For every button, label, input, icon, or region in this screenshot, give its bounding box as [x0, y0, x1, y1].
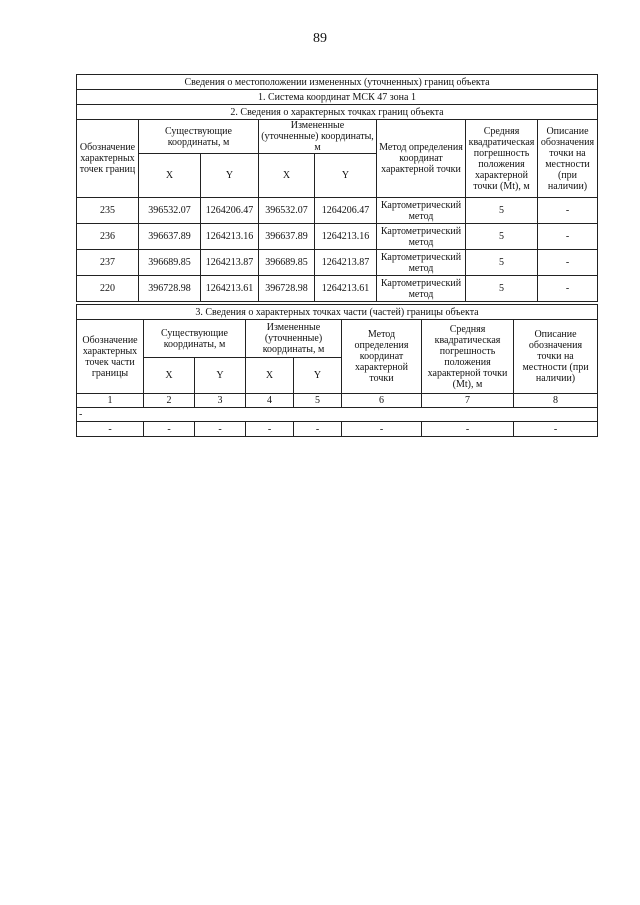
cell-point: 235 [77, 198, 139, 224]
part-boundary-points-table [76, 304, 598, 437]
header-existing-y: Y [201, 154, 259, 198]
cell-existing-x: 396689.85 [139, 250, 201, 276]
cell-accuracy: 5 [466, 198, 538, 224]
column-number: 5 [294, 394, 342, 408]
cell-empty: - [422, 422, 514, 437]
column-number: 7 [422, 394, 514, 408]
cell-method: Картометрический метод [377, 224, 466, 250]
header-accuracy: Средняя квадратическая погрешность положения характерной точки (Mt), м [466, 120, 538, 198]
header-designation: Обозначение характерных точек границ [77, 120, 139, 198]
cell-point: 220 [77, 276, 139, 302]
cell-empty: - [342, 422, 422, 437]
boundary-points-table [76, 74, 598, 302]
header-method: Метод определения координат характерной точки [342, 320, 422, 394]
column-number: 3 [195, 394, 246, 408]
header-description: Описание обозначения точки на местности (при наличии) [514, 320, 598, 394]
header-designation: Обозначение характерных точек части границы [77, 320, 144, 394]
column-number: 6 [342, 394, 422, 408]
cell-changed-x: 396689.85 [259, 250, 315, 276]
cell-empty: - [514, 422, 598, 437]
separator-row: - [77, 408, 598, 422]
cell-changed-y: 1264213.16 [315, 224, 377, 250]
header-method: Метод определения координат характерной точки [377, 120, 466, 198]
section3-title: 3. Сведения о характерных точках части (частей) границы объекта [77, 305, 598, 320]
cell-accuracy: 5 [466, 224, 538, 250]
header-existing-x: X [144, 358, 195, 394]
cell-existing-y: 1264213.87 [201, 250, 259, 276]
header-changed-coords: Измененные (уточненные) координаты, м [259, 120, 377, 154]
column-number: 2 [144, 394, 195, 408]
cell-empty: - [294, 422, 342, 437]
page-number: 89 [313, 31, 327, 46]
header-existing-coords: Существующие координаты, м [144, 320, 246, 358]
cell-point: 236 [77, 224, 139, 250]
cell-existing-x: 396637.89 [139, 224, 201, 250]
header-existing-x: X [139, 154, 201, 198]
cell-empty: - [195, 422, 246, 437]
cell-existing-x: 396728.98 [139, 276, 201, 302]
cell-changed-x: 396532.07 [259, 198, 315, 224]
column-number: 1 [77, 394, 144, 408]
header-changed-y: Y [294, 358, 342, 394]
table-row [77, 198, 598, 224]
cell-empty: - [144, 422, 195, 437]
cell-existing-y: 1264213.16 [201, 224, 259, 250]
cell-empty: - [77, 422, 144, 437]
cell-description: - [538, 224, 598, 250]
header-accuracy: Средняя квадратическая погрешность положения характерной точки (Mt), м [422, 320, 514, 394]
header-changed-x: X [259, 154, 315, 198]
cell-method: Картометрический метод [377, 198, 466, 224]
coordinate-system: 1. Система координат МСК 47 зона 1 [77, 90, 598, 105]
cell-existing-y: 1264206.47 [201, 198, 259, 224]
section2-title: 2. Сведения о характерных точках границ объекта [77, 105, 598, 120]
header-existing-y: Y [195, 358, 246, 394]
table-row [77, 422, 598, 437]
header-description: Описание обозначения точки на местности (при наличии) [538, 120, 598, 198]
cell-accuracy: 5 [466, 276, 538, 302]
header-changed-coords: Измененные (уточненные) координаты, м [246, 320, 342, 358]
header-existing-coords: Существующие координаты, м [139, 120, 259, 154]
cell-changed-x: 396637.89 [259, 224, 315, 250]
column-number: 4 [246, 394, 294, 408]
cell-empty: - [246, 422, 294, 437]
header-changed-x: X [246, 358, 294, 394]
column-numbers-row [77, 394, 598, 408]
table-row [77, 276, 598, 302]
cell-description: - [538, 198, 598, 224]
cell-changed-x: 396728.98 [259, 276, 315, 302]
cell-accuracy: 5 [466, 250, 538, 276]
cell-changed-y: 1264206.47 [315, 198, 377, 224]
cell-description: - [538, 276, 598, 302]
cell-changed-y: 1264213.87 [315, 250, 377, 276]
document-title: Сведения о местоположении измененных (уточненных) границ объекта [77, 75, 598, 90]
cell-existing-x: 396532.07 [139, 198, 201, 224]
cell-changed-y: 1264213.61 [315, 276, 377, 302]
header-changed-y: Y [315, 154, 377, 198]
cell-description: - [538, 250, 598, 276]
column-number: 8 [514, 394, 598, 408]
cell-existing-y: 1264213.61 [201, 276, 259, 302]
table-row [77, 250, 598, 276]
table-row [77, 224, 598, 250]
cell-method: Картометрический метод [377, 276, 466, 302]
cell-point: 237 [77, 250, 139, 276]
cell-method: Картометрический метод [377, 250, 466, 276]
